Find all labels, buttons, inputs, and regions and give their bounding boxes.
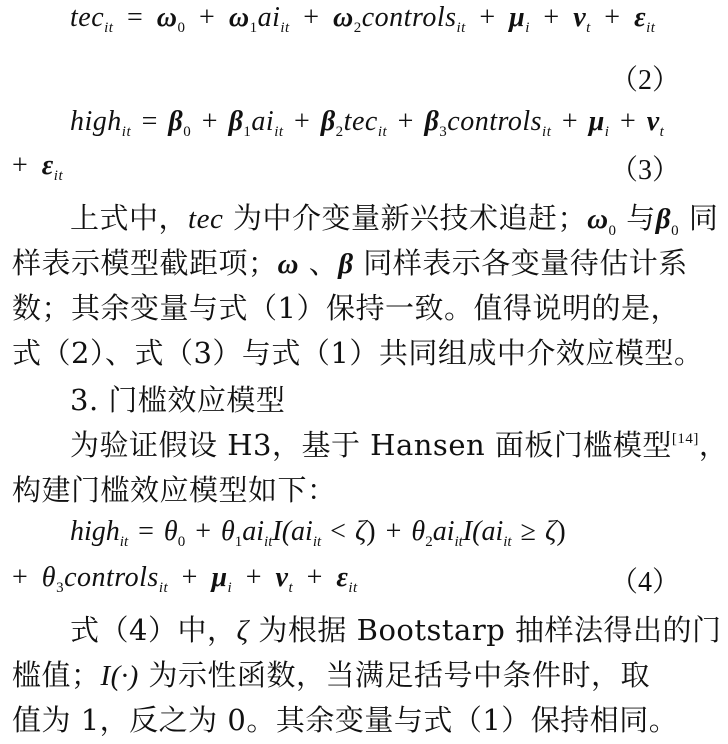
paragraph-2-line-1: 为验证假设 H3，基于 Hansen 面板门槛模型[14]， <box>70 428 728 462</box>
paragraph-2-line-2: 构建门槛效应模型如下： <box>12 473 337 507</box>
paragraph-3-line-1: 式（4）中，ζ 为根据 Bootstarp 抽样法得出的门 <box>70 613 722 647</box>
equation-2-number: （2） <box>609 65 680 96</box>
equation-3-number: （3） <box>609 155 680 186</box>
equation-4: high$_{it}$ = $\theta_0 + \theta_1ai_{it}I(ai_{it} < \zeta) + \theta_2ai_{it}I(ai_{it} \ge \zeta)$ <box>70 516 566 550</box>
equation-3-continuation: + $\varepsilon_{it}$ <box>12 150 64 184</box>
equation-3: high$_{it}$ = $\beta_0 + \beta_1ai_{it} + \beta_2tec_{it}$ + $\beta_3controls_{it} + \mu_i + \nu_t$ <box>70 106 665 140</box>
paragraph-1-line-4: 式（2）、式（3）与式（1）共同组成中介效应模型。 <box>12 336 704 370</box>
paragraph-3-line-3: 值为 1，反之为 0。其余变量与式（1）保持相同。 <box>12 703 679 737</box>
equation-4-number: （4） <box>609 567 680 598</box>
paragraph-3-line-2: 槛值；I(·) 为示性函数，当满足括号中条件时，取 <box>12 658 650 692</box>
equation-4-continuation: + $\theta_3controls_{it} + \mu_i + \nu_t + \varepsilon_{it}$ <box>12 562 358 596</box>
equation-2: $tec_{it} = \omega_0 + \omega_1ai_{it}$ + $\omega_2controls_{it} + \mu_i + \nu_t + \varepsilon_{it}$ <box>70 2 656 36</box>
paragraph-1-line-1: 上式中，tec 为中介变量新兴技术追赶；$\omega_0$ 与$\beta_0$ 同 <box>70 201 719 239</box>
paragraph-1-line-3: 数；其余变量与式（1）保持一致。值得说明的是， <box>12 291 680 325</box>
paragraph-1-line-2: 样表示模型截距项；ω 、β 同样表示各变量待估计系 <box>12 246 688 280</box>
section-heading: 3. 门槛效应模型 <box>70 383 286 417</box>
